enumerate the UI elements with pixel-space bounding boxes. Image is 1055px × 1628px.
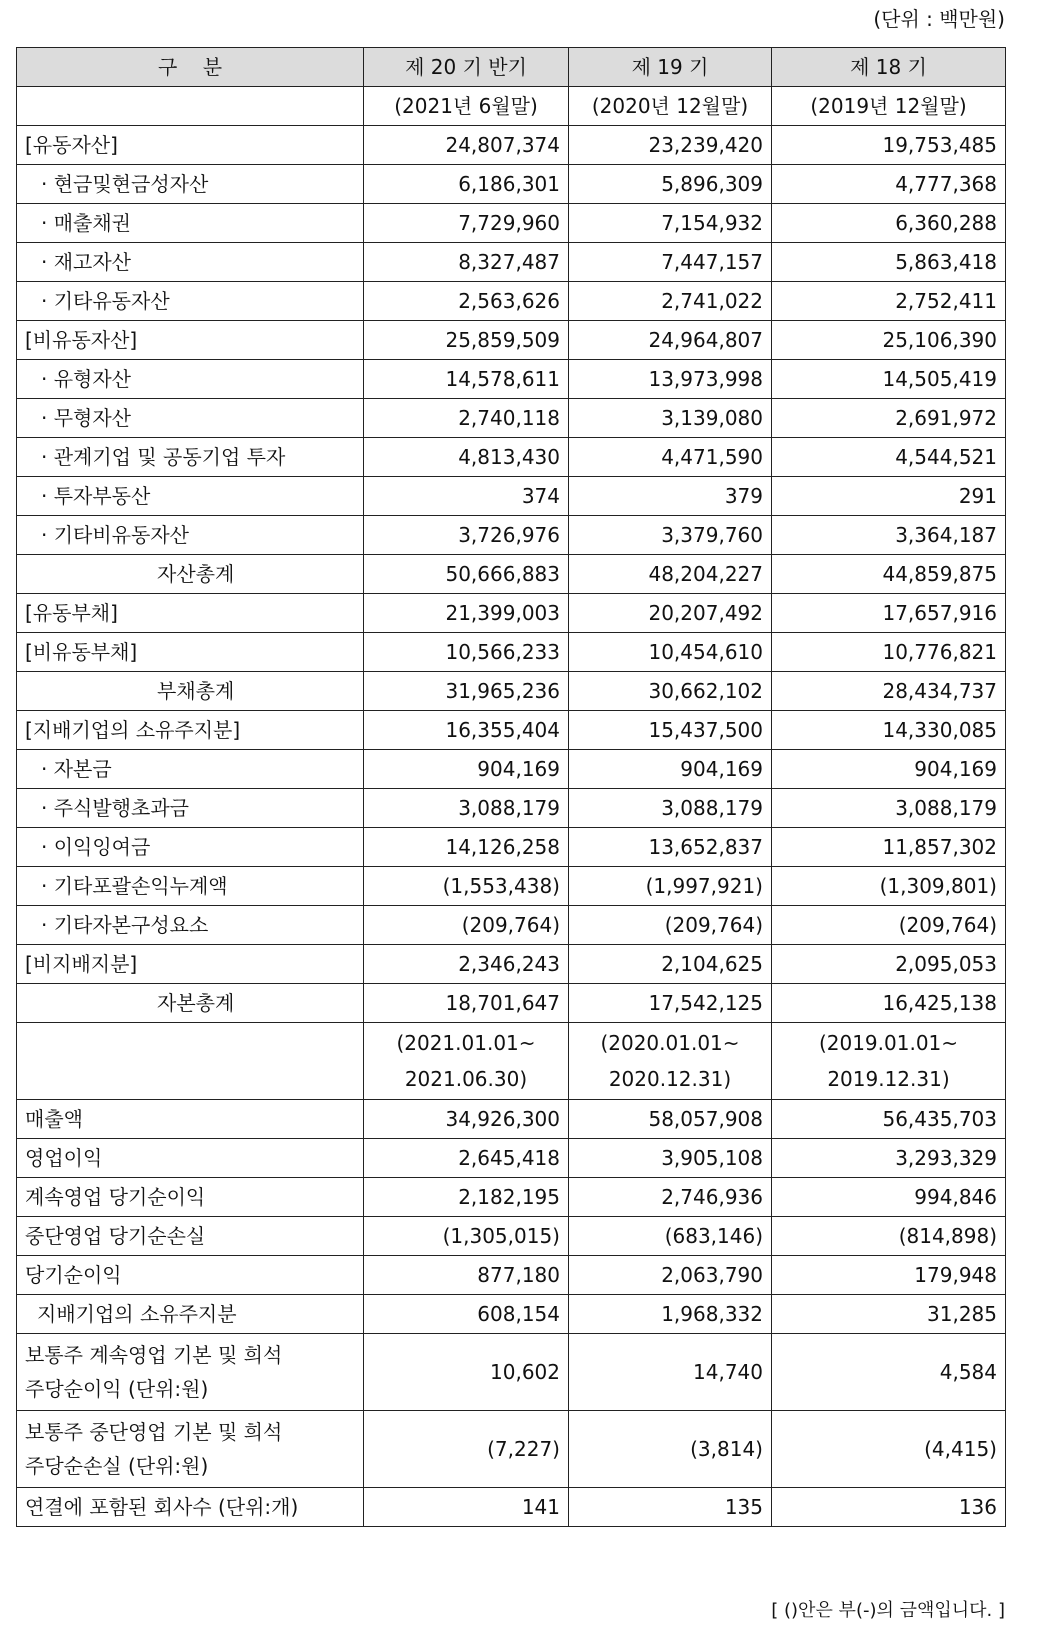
table-row — [17, 1256, 1006, 1295]
cell-value: 4,813,430 — [364, 438, 569, 477]
cell-value: (209,764) — [772, 906, 1006, 945]
table-row — [17, 282, 1006, 321]
cell-value: 25,106,390 — [772, 321, 1006, 360]
cell-value: 4,777,368 — [772, 165, 1006, 204]
cell-value: 17,657,916 — [772, 594, 1006, 633]
table-row — [17, 906, 1006, 945]
header-date-20: (2021년 6월말) — [364, 87, 569, 126]
cell-value: 48,204,227 — [569, 555, 772, 594]
header-row — [17, 48, 1006, 87]
cell-value: 6,360,288 — [772, 204, 1006, 243]
header-period-20: 제 20 기 반기 — [364, 48, 569, 87]
table-row — [17, 711, 1006, 750]
cell-value: 3,379,760 — [569, 516, 772, 555]
table-row — [17, 477, 1006, 516]
cell-value: 3,139,080 — [569, 399, 772, 438]
row-label: · 이익잉여금 — [17, 828, 364, 867]
table-row — [17, 204, 1006, 243]
row-label: · 관계기업 및 공동기업 투자 — [17, 438, 364, 477]
cell-value: 136 — [772, 1488, 1006, 1527]
cell-value: 24,964,807 — [569, 321, 772, 360]
table-row — [17, 1488, 1006, 1527]
period-end: 2021.06.30) — [404, 1067, 528, 1091]
row-label: · 기타유동자산 — [17, 282, 364, 321]
table-row — [17, 1100, 1006, 1139]
header-period-18: 제 18 기 — [772, 48, 1006, 87]
cell-value: 18,701,647 — [364, 984, 569, 1023]
row-label: 영업이익 — [17, 1139, 364, 1178]
cell-value: 2,095,053 — [772, 945, 1006, 984]
cell-value: 904,169 — [772, 750, 1006, 789]
cell-value: 21,399,003 — [364, 594, 569, 633]
table-row — [17, 1217, 1006, 1256]
cell-value: (209,764) — [364, 906, 569, 945]
cell-value: 11,857,302 — [772, 828, 1006, 867]
table-row — [17, 360, 1006, 399]
row-label: 지배기업의 소유주지분 — [17, 1295, 364, 1334]
cell-value: (683,146) — [569, 1217, 772, 1256]
cell-value: 30,662,102 — [569, 672, 772, 711]
cell-value: 16,425,138 — [772, 984, 1006, 1023]
cell-value: 2,740,118 — [364, 399, 569, 438]
cell-value: 17,542,125 — [569, 984, 772, 1023]
cell-value: 15,437,500 — [569, 711, 772, 750]
cell-value: 4,544,521 — [772, 438, 1006, 477]
cell-value: (1,997,921) — [569, 867, 772, 906]
period-start: (2020.01.01~ — [600, 1031, 740, 1055]
table-row — [17, 828, 1006, 867]
cell-value: 14,740 — [569, 1334, 772, 1411]
table-row — [17, 1411, 1006, 1488]
cell-value: 904,169 — [569, 750, 772, 789]
row-label: 당기순이익 — [17, 1256, 364, 1295]
row-label: 자본총계 — [17, 984, 364, 1023]
row-label: [비지배지분] — [17, 945, 364, 984]
header-date-row — [17, 87, 1006, 126]
cell-value: 1,968,332 — [569, 1295, 772, 1334]
table-row — [17, 165, 1006, 204]
row-label-line: 주당순이익 (단위:원) — [25, 1377, 209, 1401]
table-row — [17, 945, 1006, 984]
cell-value: 4,471,590 — [569, 438, 772, 477]
table-row — [17, 321, 1006, 360]
cell-value: 19,753,485 — [772, 126, 1006, 165]
row-label: 부채총계 — [17, 672, 364, 711]
row-label: [지배기업의 소유주지분] — [17, 711, 364, 750]
cell-value: 13,973,998 — [569, 360, 772, 399]
cell-value: 14,578,611 — [364, 360, 569, 399]
table-row — [17, 1295, 1006, 1334]
row-label: 매출액 — [17, 1100, 364, 1139]
row-label: · 무형자산 — [17, 399, 364, 438]
table-row — [17, 126, 1006, 165]
cell-value: 50,666,883 — [364, 555, 569, 594]
cell-value: 5,896,309 — [569, 165, 772, 204]
row-label: · 자본금 — [17, 750, 364, 789]
table-row — [17, 1139, 1006, 1178]
table-row — [17, 1334, 1006, 1411]
cell-value: 2,645,418 — [364, 1139, 569, 1178]
cell-value: (4,415) — [772, 1411, 1006, 1488]
header-date-19: (2020년 12월말) — [569, 87, 772, 126]
cell-value: (1,309,801) — [772, 867, 1006, 906]
table-row — [17, 243, 1006, 282]
financial-summary-table — [16, 47, 1006, 1527]
cell-value: 2,182,195 — [364, 1178, 569, 1217]
row-label: 중단영업 당기순손실 — [17, 1217, 364, 1256]
row-label: · 투자부동산 — [17, 477, 364, 516]
row-label: · 유형자산 — [17, 360, 364, 399]
header-period-19: 제 19 기 — [569, 48, 772, 87]
cell-value: 994,846 — [772, 1178, 1006, 1217]
cell-value: 3,905,108 — [569, 1139, 772, 1178]
cell-value: 179,948 — [772, 1256, 1006, 1295]
row-label: · 현금및현금성자산 — [17, 165, 364, 204]
cell-value: 2,691,972 — [772, 399, 1006, 438]
cell-value: 3,364,187 — [772, 516, 1006, 555]
table-row-total — [17, 555, 1006, 594]
cell-value: 31,285 — [772, 1295, 1006, 1334]
cell-value: 3,088,179 — [772, 789, 1006, 828]
table-row — [17, 867, 1006, 906]
period-18 — [772, 1023, 1006, 1100]
table-row-total — [17, 984, 1006, 1023]
cell-value: 31,965,236 — [364, 672, 569, 711]
cell-value: 25,859,509 — [364, 321, 569, 360]
header-blank — [17, 87, 364, 126]
cell-value: (1,305,015) — [364, 1217, 569, 1256]
cell-value: 877,180 — [364, 1256, 569, 1295]
period-end: 2020.12.31) — [608, 1067, 732, 1091]
cell-value: 16,355,404 — [364, 711, 569, 750]
cell-value: 5,863,418 — [772, 243, 1006, 282]
cell-value: 34,926,300 — [364, 1100, 569, 1139]
cell-value: 13,652,837 — [569, 828, 772, 867]
unit-note: (단위 : 백만원) — [873, 7, 1005, 31]
row-label: · 기타포괄손익누계액 — [17, 867, 364, 906]
row-label-line: 보통주 중단영업 기본 및 희석 — [25, 1420, 283, 1444]
cell-value: 608,154 — [364, 1295, 569, 1334]
table-row-total — [17, 672, 1006, 711]
cell-value: 10,566,233 — [364, 633, 569, 672]
row-label: [유동부채] — [17, 594, 364, 633]
cell-value: 3,726,976 — [364, 516, 569, 555]
table-row — [17, 399, 1006, 438]
cell-value: 135 — [569, 1488, 772, 1527]
cell-value: 44,859,875 — [772, 555, 1006, 594]
period-20 — [364, 1023, 569, 1100]
period-start: (2021.01.01~ — [396, 1031, 536, 1055]
row-label: · 기타비유동자산 — [17, 516, 364, 555]
row-label — [17, 1411, 364, 1488]
cell-value: 24,807,374 — [364, 126, 569, 165]
table-row — [17, 633, 1006, 672]
row-label: · 기타자본구성요소 — [17, 906, 364, 945]
cell-value: 2,746,936 — [569, 1178, 772, 1217]
row-label: 자산총계 — [17, 555, 364, 594]
period-19 — [569, 1023, 772, 1100]
cell-value: 904,169 — [364, 750, 569, 789]
cell-value: 2,741,022 — [569, 282, 772, 321]
cell-value: 28,434,737 — [772, 672, 1006, 711]
cell-value: 141 — [364, 1488, 569, 1527]
cell-value: 14,505,419 — [772, 360, 1006, 399]
table-row — [17, 750, 1006, 789]
cell-value: 7,729,960 — [364, 204, 569, 243]
cell-value: 10,602 — [364, 1334, 569, 1411]
cell-value: 291 — [772, 477, 1006, 516]
row-label: [유동자산] — [17, 126, 364, 165]
table-row — [17, 789, 1006, 828]
row-label-line: 주당순손실 (단위:원) — [25, 1454, 209, 1478]
cell-value: 3,088,179 — [569, 789, 772, 828]
cell-value: 56,435,703 — [772, 1100, 1006, 1139]
cell-value: (1,553,438) — [364, 867, 569, 906]
cell-value: 7,154,932 — [569, 204, 772, 243]
cell-value: 10,776,821 — [772, 633, 1006, 672]
cell-value: 10,454,610 — [569, 633, 772, 672]
header-category: 구 분 — [17, 48, 364, 87]
cell-value: (209,764) — [569, 906, 772, 945]
row-label-line: 보통주 계속영업 기본 및 희석 — [25, 1343, 283, 1367]
cell-value: 3,293,329 — [772, 1139, 1006, 1178]
row-label — [17, 1334, 364, 1411]
cell-value: 20,207,492 — [569, 594, 772, 633]
cell-value: 3,088,179 — [364, 789, 569, 828]
row-label: 계속영업 당기순이익 — [17, 1178, 364, 1217]
period-row — [17, 1023, 1006, 1100]
cell-value: 8,327,487 — [364, 243, 569, 282]
table-row — [17, 438, 1006, 477]
cell-value: 58,057,908 — [569, 1100, 772, 1139]
cell-value: (7,227) — [364, 1411, 569, 1488]
period-end: 2019.12.31) — [827, 1067, 950, 1091]
period-start: (2019.01.01~ — [818, 1031, 959, 1055]
footnote: [ ()안은 부(-)의 금액입니다. ] — [771, 1600, 1005, 1621]
cell-value: 374 — [364, 477, 569, 516]
table-row — [17, 1178, 1006, 1217]
cell-value: 7,447,157 — [569, 243, 772, 282]
row-label: · 재고자산 — [17, 243, 364, 282]
cell-value: 14,330,085 — [772, 711, 1006, 750]
cell-value: 23,239,420 — [569, 126, 772, 165]
cell-value: 2,346,243 — [364, 945, 569, 984]
cell-value: 2,752,411 — [772, 282, 1006, 321]
row-label: · 주식발행초과금 — [17, 789, 364, 828]
row-label: 연결에 포함된 회사수 (단위:개) — [17, 1488, 364, 1527]
row-label: [비유동자산] — [17, 321, 364, 360]
cell-value: 379 — [569, 477, 772, 516]
cell-value: 4,584 — [772, 1334, 1006, 1411]
row-label: · 매출채권 — [17, 204, 364, 243]
cell-value: 14,126,258 — [364, 828, 569, 867]
cell-value: 6,186,301 — [364, 165, 569, 204]
period-blank — [17, 1023, 364, 1100]
header-date-18: (2019년 12월말) — [772, 87, 1006, 126]
cell-value: 2,063,790 — [569, 1256, 772, 1295]
table-row — [17, 594, 1006, 633]
cell-value: (3,814) — [569, 1411, 772, 1488]
cell-value: 2,563,626 — [364, 282, 569, 321]
row-label: [비유동부채] — [17, 633, 364, 672]
cell-value: 2,104,625 — [569, 945, 772, 984]
table-row — [17, 516, 1006, 555]
cell-value: (814,898) — [772, 1217, 1006, 1256]
